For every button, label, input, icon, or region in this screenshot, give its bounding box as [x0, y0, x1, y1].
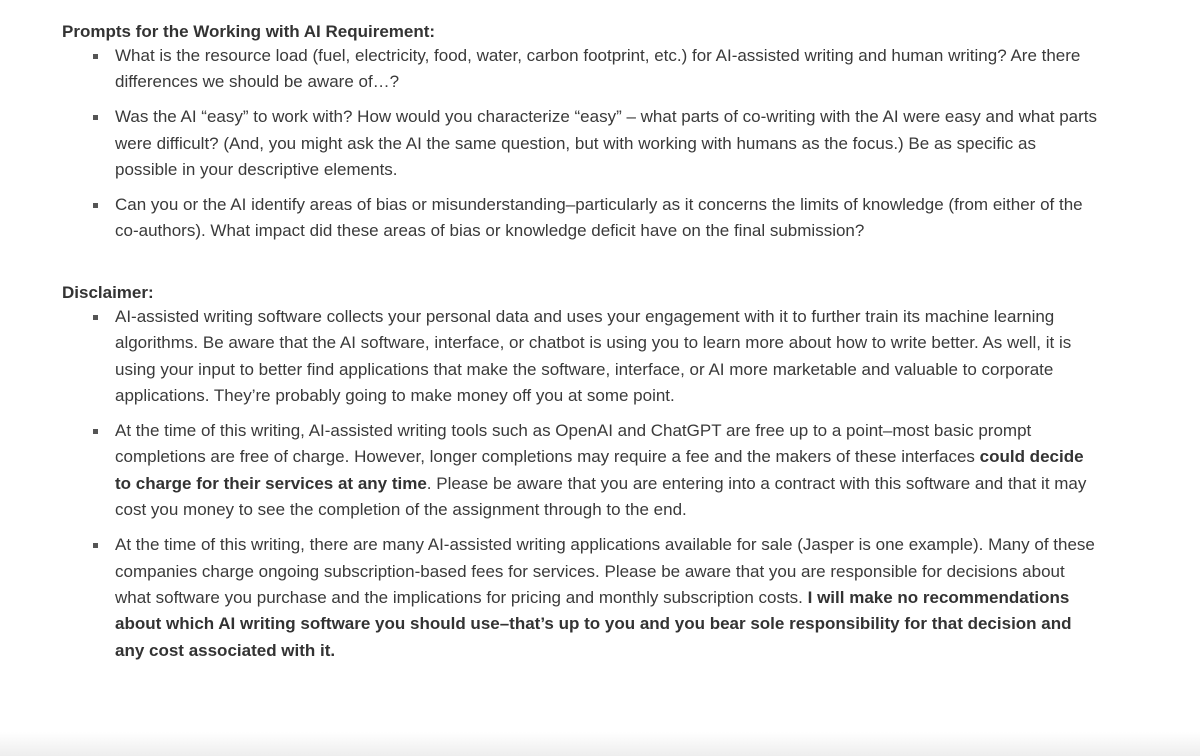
- prompts-heading: Prompts for the Working with AI Requirement:: [62, 22, 436, 41]
- text-segment: At the time of this writing, AI-assisted writing tools such as OpenAI and ChatGPT are free up to a point–most basic prompt completions are free of charge. However, longer completions may require a fee and the makers of these interfaces: [115, 420, 1032, 467]
- list-item: [62, 43, 1102, 96]
- square-bullet-icon: [93, 543, 98, 548]
- list-item: [62, 532, 1102, 664]
- disclaimer-heading: Disclaimer:: [62, 282, 154, 302]
- list-item-text: What is the resource load (fuel, electricity, food, water, carbon footprint, etc.) for AI-assisted writing and human writing? Are there differences we should be aware of…?: [115, 46, 1081, 92]
- square-bullet-icon: [93, 115, 98, 120]
- list-item: [62, 418, 1102, 524]
- prompts-list: [62, 43, 1102, 245]
- list-item: [62, 192, 1102, 245]
- list-item-text: [115, 421, 1086, 519]
- list-item-text: AI-assisted writing software collects your personal data and uses your engagement with it to further train its machine learning algorithms. Be aware that the AI software, interface, or chatbot is using you to learn more about how to write better. As well, it is using your input to better find applications that make the software, interface, or AI more marketable and valuable to corporate applications. They’re probably going to make money off you at some point.: [115, 306, 1072, 406]
- disclaimer-list: [62, 304, 1102, 664]
- bold-text-segment: I will make no recommendations about which AI writing software you should use–that’s up to you and you bear sole responsibility for that decision and any cost associated with it.: [115, 587, 1072, 660]
- list-item-text: Can you or the AI identify areas of bias or misunderstanding–particularly as it concerns the limits of knowledge (from either of the co-authors). What impact did these areas of bias or knowledge deficit have on the final submission?: [115, 195, 1083, 241]
- list-item-text: [115, 535, 1095, 660]
- square-bullet-icon: [93, 54, 98, 59]
- list-item: [62, 104, 1102, 183]
- document-body: [62, 21, 1102, 673]
- square-bullet-icon: [93, 203, 98, 208]
- square-bullet-icon: [93, 429, 98, 434]
- bold-text-segment: could decide to charge for their services at any time: [115, 447, 1084, 493]
- bottom-fade: [0, 732, 1200, 756]
- list-item-text: Was the AI “easy” to work with? How would you characterize “easy” – what parts of co-writing with the AI were easy and what parts were difficult? (And, you might ask the AI the same question, but with working with humans as the focus.) Be as specific as possible in your descriptive elements.: [115, 107, 1098, 180]
- text-segment: At the time of this writing, there are many AI-assisted writing applications available for sale (Jasper is one example). Many of these companies charge ongoing subscription-based fees for services. Please be aware that you are responsible for decisions about what software you purchase and the implications for pricing and monthly subscription costs.: [115, 535, 1095, 607]
- square-bullet-icon: [93, 315, 98, 320]
- text-segment: . Please be aware that you are entering into a contract with this software and that it may cost you money to see the completion of the assignment through to the end.: [115, 473, 1087, 520]
- list-item: [62, 304, 1102, 410]
